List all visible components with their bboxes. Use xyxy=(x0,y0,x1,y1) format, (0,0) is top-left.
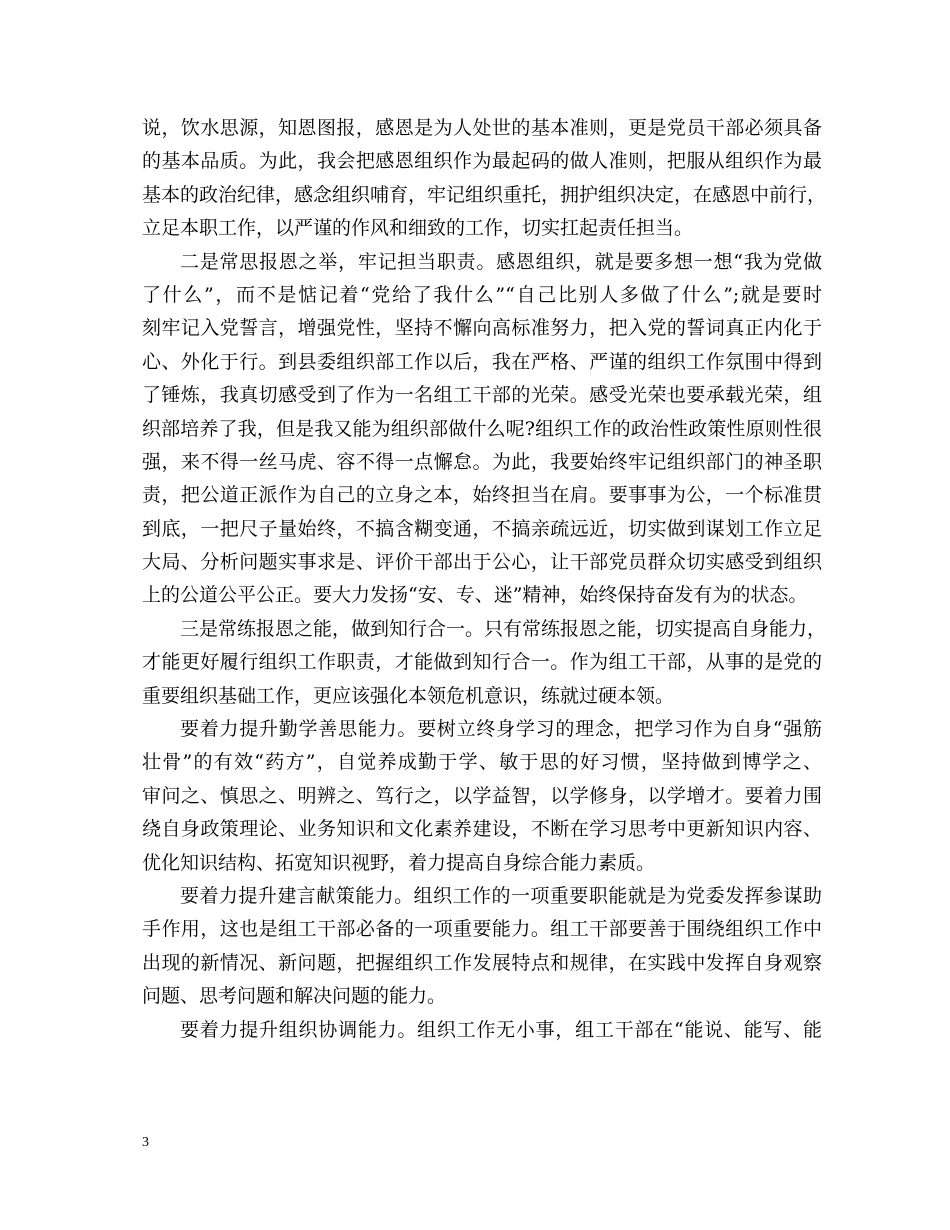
text-line: 到底，一把尺子量始终，不搞含糊变通，不搞亲疏远近，切实做到谋划工作立足 xyxy=(142,517,822,540)
text-line: 才能更好履行组织工作职责，才能做到知行合一。作为组工干部，从事的是党的 xyxy=(142,651,822,674)
text-line: 壮骨”的有效“药方”，自觉养成勤于学、敏于思的好习惯，坚持做到博学之、 xyxy=(142,751,822,774)
text-line: 基本的政治纪律，感念组织哺育，牢记组织重托，拥护组织决定，在感恩中前行， xyxy=(142,183,827,206)
text-line: 心、外化于行。到县委组织部工作以后，我在严格、严谨的组织工作氛围中得到 xyxy=(142,350,822,373)
text-line: 问题、思考问题和解决问题的能力。 xyxy=(142,985,447,1008)
text-line: 优化知识结构、拓宽知识视野，着力提高自身综合能力素质。 xyxy=(142,851,656,874)
text-line: 责，把公道正派作为自己的立身之本，始终担当在肩。要事事为公，一个标准贯 xyxy=(142,484,822,507)
text-line: 出现的新情况、新问题，把握组织工作发展特点和规律，在实践中发挥自身观察 xyxy=(142,951,822,974)
text-line: 的基本品质。为此，我会把感恩组织作为最起码的做人准则，把服从组织作为最 xyxy=(142,150,822,173)
text-line: 上的公道公平公正。要大力发扬“安、专、迷”精神，始终保持奋发有为的状态。 xyxy=(142,584,808,607)
text-line: 审问之、慎思之、明辨之、笃行之，以学益智，以学修身，以学增才。要着力围 xyxy=(142,784,822,807)
text-line: 强，来不得一丝马虎、容不得一点懈怠。为此，我要始终牢记组织部门的神圣职 xyxy=(142,450,822,473)
text-line: 手作用，这也是组工干部必备的一项重要能力。组工干部要善于围绕组织工作中 xyxy=(142,918,822,941)
text-line: 绕自身政策理论、业务知识和文化素养建设，不断在学习思考中更新知识内容、 xyxy=(142,818,822,841)
text-line: 要着力提升勤学善思能力。要树立终身学习的理念，把学习作为自身“强筋 xyxy=(180,718,822,741)
text-line: 刻牢记入党誓言，增强党性，坚持不懈向高标准努力，把入党的誓词真正内化于 xyxy=(142,317,822,340)
text-line: 大局、分析问题实事求是、评价干部出于公心，让干部党员群众切实感受到组织 xyxy=(142,551,822,574)
text-line: 了锤炼，我真切感受到了作为一名组工干部的光荣。感受光荣也要承载光荣，组 xyxy=(142,384,822,407)
text-line: 织部培养了我，但是我又能为组织部做什么呢?组织工作的政治性政策性原则性很 xyxy=(142,417,822,440)
text-line: 立足本职工作，以严谨的作风和细致的工作，切实扛起责任担当。 xyxy=(142,217,694,240)
text-line: 说，饮水思源，知恩图报，感恩是为人处世的基本准则，更是党员干部必须具备 xyxy=(142,117,822,139)
text-line: 重要组织基础工作，更应该强化本领危机意识，练就过硬本领。 xyxy=(142,684,675,707)
text-line: 要着力提升组织协调能力。组织工作无小事，组工干部在“能说、能写、能 xyxy=(180,1018,822,1041)
document-body xyxy=(142,112,827,1047)
text-line: 了什么”，而不是惦记着“党给了我什么”“自己比别人多做了什么”;就是要时 xyxy=(142,283,822,306)
text-line: 二是常思报恩之举，牢记担当职责。感恩组织，就是要多想一想“我为党做 xyxy=(180,250,822,273)
text-line: 三是常练报恩之能，做到知行合一。只有常练报恩之能，切实提高自身能力， xyxy=(180,617,827,640)
page-number: 3 xyxy=(142,1135,149,1150)
text-line: 要着力提升建言献策能力。组织工作的一项重要职能就是为党委发挥参谋助 xyxy=(180,884,822,907)
